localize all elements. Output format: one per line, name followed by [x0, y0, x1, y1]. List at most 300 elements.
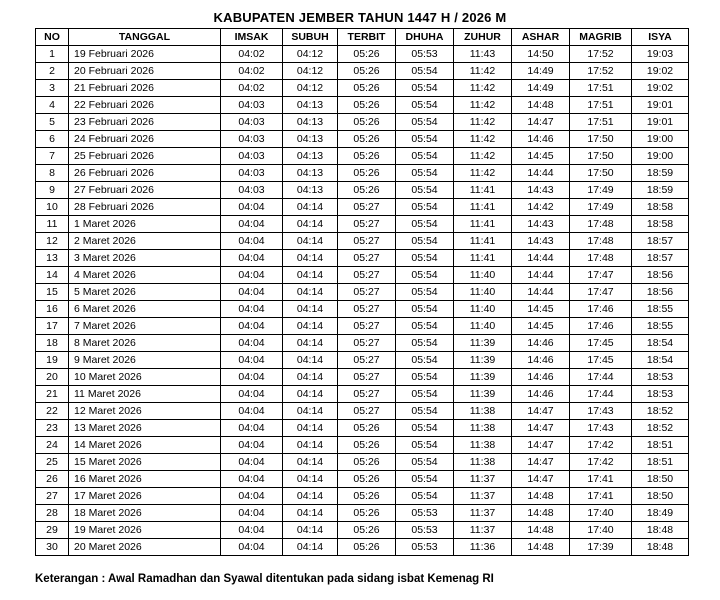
cell-dhuha: 05:54: [396, 131, 454, 148]
cell-dhuha: 05:54: [396, 369, 454, 386]
cell-zuhur: 11:42: [454, 131, 512, 148]
cell-ashar: 14:46: [512, 131, 570, 148]
cell-date: 25 Februari 2026: [69, 148, 221, 165]
cell-imsak: 04:04: [221, 471, 283, 488]
table-row: [36, 284, 689, 301]
cell-date: 24 Februari 2026: [69, 131, 221, 148]
cell-subuh: 04:14: [283, 267, 338, 284]
cell-isya: 18:49: [632, 505, 689, 522]
cell-isya: 18:55: [632, 318, 689, 335]
cell-ashar: 14:45: [512, 148, 570, 165]
cell-date: 2 Maret 2026: [69, 233, 221, 250]
cell-imsak: 04:04: [221, 335, 283, 352]
cell-zuhur: 11:38: [454, 420, 512, 437]
cell-date: 9 Maret 2026: [69, 352, 221, 369]
cell-dhuha: 05:54: [396, 318, 454, 335]
cell-no: 10: [36, 199, 69, 216]
table-row: [36, 437, 689, 454]
cell-magrib: 17:39: [570, 539, 632, 556]
cell-date: 10 Maret 2026: [69, 369, 221, 386]
cell-imsak: 04:04: [221, 403, 283, 420]
cell-dhuha: 05:54: [396, 80, 454, 97]
cell-date: 27 Februari 2026: [69, 182, 221, 199]
cell-dhuha: 05:54: [396, 165, 454, 182]
header-ashar: ASHAR: [512, 29, 570, 46]
cell-magrib: 17:42: [570, 437, 632, 454]
cell-terbit: 05:27: [338, 233, 396, 250]
cell-magrib: 17:51: [570, 114, 632, 131]
cell-subuh: 04:14: [283, 488, 338, 505]
cell-date: 5 Maret 2026: [69, 284, 221, 301]
cell-magrib: 17:47: [570, 267, 632, 284]
footnote: Keterangan : Awal Ramadhan dan Syawal ditentukan pada sidang isbat Kemenag RI: [35, 573, 494, 585]
cell-ashar: 14:44: [512, 267, 570, 284]
cell-imsak: 04:02: [221, 46, 283, 63]
cell-no: 30: [36, 539, 69, 556]
cell-no: 19: [36, 352, 69, 369]
table-row: [36, 318, 689, 335]
cell-no: 12: [36, 233, 69, 250]
cell-subuh: 04:14: [283, 420, 338, 437]
cell-magrib: 17:52: [570, 63, 632, 80]
cell-imsak: 04:03: [221, 148, 283, 165]
cell-ashar: 14:47: [512, 114, 570, 131]
cell-terbit: 05:26: [338, 182, 396, 199]
table-row: [36, 199, 689, 216]
prayer-schedule-table: [35, 28, 689, 556]
cell-zuhur: 11:38: [454, 437, 512, 454]
cell-magrib: 17:49: [570, 182, 632, 199]
cell-dhuha: 05:54: [396, 233, 454, 250]
cell-zuhur: 11:42: [454, 148, 512, 165]
cell-dhuha: 05:54: [396, 199, 454, 216]
cell-dhuha: 05:54: [396, 437, 454, 454]
table-row: [36, 114, 689, 131]
cell-subuh: 04:14: [283, 318, 338, 335]
cell-no: 5: [36, 114, 69, 131]
cell-date: 19 Februari 2026: [69, 46, 221, 63]
cell-date: 7 Maret 2026: [69, 318, 221, 335]
cell-subuh: 04:13: [283, 131, 338, 148]
header-magrib: MAGRIB: [570, 29, 632, 46]
cell-isya: 19:02: [632, 80, 689, 97]
table-row: [36, 420, 689, 437]
cell-date: 23 Februari 2026: [69, 114, 221, 131]
header-subuh: SUBUH: [283, 29, 338, 46]
cell-subuh: 04:14: [283, 352, 338, 369]
cell-magrib: 17:43: [570, 420, 632, 437]
cell-terbit: 05:26: [338, 114, 396, 131]
cell-date: 8 Maret 2026: [69, 335, 221, 352]
cell-magrib: 17:47: [570, 284, 632, 301]
cell-zuhur: 11:42: [454, 97, 512, 114]
cell-imsak: 04:03: [221, 182, 283, 199]
table-row: [36, 233, 689, 250]
table-body: [36, 46, 689, 556]
cell-zuhur: 11:37: [454, 522, 512, 539]
cell-date: 22 Februari 2026: [69, 97, 221, 114]
cell-isya: 18:57: [632, 233, 689, 250]
cell-no: 24: [36, 437, 69, 454]
cell-no: 18: [36, 335, 69, 352]
cell-zuhur: 11:41: [454, 250, 512, 267]
cell-subuh: 04:14: [283, 199, 338, 216]
table-row: [36, 386, 689, 403]
cell-date: 11 Maret 2026: [69, 386, 221, 403]
cell-zuhur: 11:40: [454, 318, 512, 335]
cell-no: 15: [36, 284, 69, 301]
cell-magrib: 17:41: [570, 471, 632, 488]
cell-ashar: 14:45: [512, 301, 570, 318]
cell-zuhur: 11:41: [454, 233, 512, 250]
cell-no: 3: [36, 80, 69, 97]
cell-isya: 18:54: [632, 352, 689, 369]
cell-date: 3 Maret 2026: [69, 250, 221, 267]
table-row: [36, 488, 689, 505]
table-row: [36, 505, 689, 522]
cell-magrib: 17:45: [570, 335, 632, 352]
cell-ashar: 14:50: [512, 46, 570, 63]
cell-isya: 19:01: [632, 97, 689, 114]
cell-magrib: 17:43: [570, 403, 632, 420]
cell-subuh: 04:12: [283, 46, 338, 63]
cell-no: 9: [36, 182, 69, 199]
table-row: [36, 267, 689, 284]
cell-imsak: 04:04: [221, 284, 283, 301]
cell-terbit: 05:26: [338, 165, 396, 182]
cell-magrib: 17:49: [570, 199, 632, 216]
cell-imsak: 04:02: [221, 63, 283, 80]
cell-imsak: 04:04: [221, 267, 283, 284]
cell-isya: 19:03: [632, 46, 689, 63]
header-zuhur: ZUHUR: [454, 29, 512, 46]
cell-terbit: 05:26: [338, 97, 396, 114]
cell-dhuha: 05:54: [396, 403, 454, 420]
cell-date: 15 Maret 2026: [69, 454, 221, 471]
cell-dhuha: 05:54: [396, 454, 454, 471]
cell-ashar: 14:49: [512, 63, 570, 80]
cell-terbit: 05:26: [338, 522, 396, 539]
cell-subuh: 04:14: [283, 335, 338, 352]
cell-zuhur: 11:37: [454, 488, 512, 505]
cell-ashar: 14:48: [512, 488, 570, 505]
cell-isya: 18:58: [632, 216, 689, 233]
cell-no: 14: [36, 267, 69, 284]
cell-dhuha: 05:53: [396, 46, 454, 63]
cell-magrib: 17:40: [570, 522, 632, 539]
cell-no: 21: [36, 386, 69, 403]
cell-subuh: 04:14: [283, 522, 338, 539]
cell-date: 19 Maret 2026: [69, 522, 221, 539]
cell-ashar: 14:46: [512, 335, 570, 352]
cell-subuh: 04:14: [283, 301, 338, 318]
cell-zuhur: 11:39: [454, 386, 512, 403]
cell-ashar: 14:44: [512, 284, 570, 301]
cell-terbit: 05:27: [338, 199, 396, 216]
cell-date: 13 Maret 2026: [69, 420, 221, 437]
cell-terbit: 05:26: [338, 63, 396, 80]
table-row: [36, 165, 689, 182]
cell-isya: 18:54: [632, 335, 689, 352]
header-tanggal: TANGGAL: [69, 29, 221, 46]
cell-subuh: 04:12: [283, 63, 338, 80]
cell-imsak: 04:04: [221, 522, 283, 539]
cell-date: 18 Maret 2026: [69, 505, 221, 522]
cell-date: 20 Februari 2026: [69, 63, 221, 80]
cell-zuhur: 11:43: [454, 46, 512, 63]
cell-isya: 18:55: [632, 301, 689, 318]
cell-dhuha: 05:53: [396, 522, 454, 539]
cell-terbit: 05:27: [338, 352, 396, 369]
cell-date: 12 Maret 2026: [69, 403, 221, 420]
cell-isya: 18:56: [632, 267, 689, 284]
cell-subuh: 04:14: [283, 233, 338, 250]
cell-isya: 18:59: [632, 165, 689, 182]
cell-magrib: 17:48: [570, 233, 632, 250]
cell-no: 22: [36, 403, 69, 420]
cell-terbit: 05:26: [338, 148, 396, 165]
cell-zuhur: 11:40: [454, 301, 512, 318]
cell-terbit: 05:26: [338, 80, 396, 97]
table-row: [36, 63, 689, 80]
cell-date: 4 Maret 2026: [69, 267, 221, 284]
header-terbit: TERBIT: [338, 29, 396, 46]
cell-subuh: 04:14: [283, 369, 338, 386]
cell-subuh: 04:13: [283, 165, 338, 182]
cell-magrib: 17:46: [570, 301, 632, 318]
cell-terbit: 05:27: [338, 403, 396, 420]
header-imsak: IMSAK: [221, 29, 283, 46]
cell-dhuha: 05:54: [396, 216, 454, 233]
cell-magrib: 17:44: [570, 386, 632, 403]
cell-subuh: 04:14: [283, 437, 338, 454]
cell-no: 6: [36, 131, 69, 148]
table-row: [36, 131, 689, 148]
cell-imsak: 04:04: [221, 437, 283, 454]
cell-isya: 18:48: [632, 522, 689, 539]
cell-subuh: 04:13: [283, 114, 338, 131]
cell-dhuha: 05:54: [396, 471, 454, 488]
cell-date: 14 Maret 2026: [69, 437, 221, 454]
cell-ashar: 14:45: [512, 318, 570, 335]
cell-no: 13: [36, 250, 69, 267]
cell-zuhur: 11:42: [454, 63, 512, 80]
cell-terbit: 05:27: [338, 284, 396, 301]
table-row: [36, 522, 689, 539]
cell-dhuha: 05:54: [396, 148, 454, 165]
cell-isya: 19:00: [632, 148, 689, 165]
table-row: [36, 182, 689, 199]
cell-no: 1: [36, 46, 69, 63]
cell-zuhur: 11:40: [454, 267, 512, 284]
cell-date: 28 Februari 2026: [69, 199, 221, 216]
cell-dhuha: 05:54: [396, 420, 454, 437]
cell-terbit: 05:27: [338, 369, 396, 386]
cell-zuhur: 11:39: [454, 352, 512, 369]
cell-terbit: 05:27: [338, 386, 396, 403]
cell-no: 8: [36, 165, 69, 182]
cell-subuh: 04:13: [283, 182, 338, 199]
cell-imsak: 04:04: [221, 454, 283, 471]
cell-imsak: 04:04: [221, 369, 283, 386]
cell-terbit: 05:26: [338, 420, 396, 437]
cell-terbit: 05:26: [338, 46, 396, 63]
table-row: [36, 80, 689, 97]
cell-dhuha: 05:54: [396, 114, 454, 131]
cell-ashar: 14:43: [512, 233, 570, 250]
cell-subuh: 04:14: [283, 216, 338, 233]
cell-no: 29: [36, 522, 69, 539]
table-row: [36, 97, 689, 114]
cell-isya: 18:53: [632, 386, 689, 403]
cell-subuh: 04:14: [283, 454, 338, 471]
cell-magrib: 17:51: [570, 80, 632, 97]
cell-subuh: 04:12: [283, 80, 338, 97]
cell-imsak: 04:03: [221, 131, 283, 148]
cell-imsak: 04:02: [221, 80, 283, 97]
cell-terbit: 05:26: [338, 505, 396, 522]
cell-ashar: 14:43: [512, 216, 570, 233]
cell-isya: 18:59: [632, 182, 689, 199]
cell-terbit: 05:27: [338, 250, 396, 267]
cell-dhuha: 05:54: [396, 182, 454, 199]
cell-subuh: 04:14: [283, 403, 338, 420]
cell-ashar: 14:47: [512, 420, 570, 437]
cell-ashar: 14:48: [512, 505, 570, 522]
cell-dhuha: 05:54: [396, 284, 454, 301]
cell-magrib: 17:50: [570, 131, 632, 148]
cell-isya: 18:56: [632, 284, 689, 301]
cell-no: 20: [36, 369, 69, 386]
table-row: [36, 335, 689, 352]
cell-terbit: 05:27: [338, 216, 396, 233]
cell-isya: 18:51: [632, 454, 689, 471]
cell-isya: 18:52: [632, 403, 689, 420]
table-row: [36, 148, 689, 165]
cell-zuhur: 11:40: [454, 284, 512, 301]
cell-zuhur: 11:41: [454, 199, 512, 216]
cell-ashar: 14:42: [512, 199, 570, 216]
cell-imsak: 04:04: [221, 233, 283, 250]
cell-ashar: 14:47: [512, 471, 570, 488]
cell-no: 11: [36, 216, 69, 233]
cell-magrib: 17:42: [570, 454, 632, 471]
document-title: KABUPATEN JEMBER TAHUN 1447 H / 2026 M: [213, 10, 507, 25]
cell-zuhur: 11:37: [454, 471, 512, 488]
cell-terbit: 05:26: [338, 539, 396, 556]
cell-imsak: 04:04: [221, 301, 283, 318]
cell-ashar: 14:46: [512, 386, 570, 403]
cell-isya: 18:51: [632, 437, 689, 454]
cell-date: 21 Februari 2026: [69, 80, 221, 97]
cell-terbit: 05:26: [338, 471, 396, 488]
cell-no: 28: [36, 505, 69, 522]
cell-date: 17 Maret 2026: [69, 488, 221, 505]
cell-dhuha: 05:54: [396, 335, 454, 352]
cell-isya: 19:01: [632, 114, 689, 131]
cell-isya: 18:53: [632, 369, 689, 386]
cell-zuhur: 11:38: [454, 403, 512, 420]
cell-ashar: 14:44: [512, 250, 570, 267]
cell-subuh: 04:13: [283, 97, 338, 114]
cell-magrib: 17:45: [570, 352, 632, 369]
cell-terbit: 05:26: [338, 488, 396, 505]
cell-subuh: 04:13: [283, 148, 338, 165]
cell-imsak: 04:04: [221, 386, 283, 403]
cell-isya: 18:48: [632, 539, 689, 556]
cell-imsak: 04:04: [221, 216, 283, 233]
cell-ashar: 14:47: [512, 454, 570, 471]
cell-ashar: 14:46: [512, 352, 570, 369]
cell-zuhur: 11:41: [454, 182, 512, 199]
cell-terbit: 05:26: [338, 131, 396, 148]
cell-no: 27: [36, 488, 69, 505]
table-header-row: [36, 29, 689, 46]
cell-isya: 18:52: [632, 420, 689, 437]
cell-imsak: 04:04: [221, 505, 283, 522]
cell-magrib: 17:44: [570, 369, 632, 386]
cell-imsak: 04:04: [221, 199, 283, 216]
cell-zuhur: 11:42: [454, 114, 512, 131]
cell-magrib: 17:50: [570, 148, 632, 165]
header-dhuha: DHUHA: [396, 29, 454, 46]
cell-dhuha: 05:53: [396, 539, 454, 556]
cell-ashar: 14:47: [512, 437, 570, 454]
cell-zuhur: 11:42: [454, 165, 512, 182]
cell-ashar: 14:44: [512, 165, 570, 182]
cell-no: 4: [36, 97, 69, 114]
cell-isya: 18:50: [632, 488, 689, 505]
cell-dhuha: 05:54: [396, 352, 454, 369]
cell-dhuha: 05:54: [396, 301, 454, 318]
cell-magrib: 17:46: [570, 318, 632, 335]
cell-date: 20 Maret 2026: [69, 539, 221, 556]
cell-no: 2: [36, 63, 69, 80]
cell-isya: 18:57: [632, 250, 689, 267]
cell-dhuha: 05:54: [396, 97, 454, 114]
cell-no: 7: [36, 148, 69, 165]
cell-ashar: 14:47: [512, 403, 570, 420]
cell-isya: 18:58: [632, 199, 689, 216]
cell-zuhur: 11:39: [454, 369, 512, 386]
cell-date: 26 Februari 2026: [69, 165, 221, 182]
table-row: [36, 46, 689, 63]
cell-no: 23: [36, 420, 69, 437]
cell-isya: 19:02: [632, 63, 689, 80]
table-row: [36, 352, 689, 369]
cell-imsak: 04:04: [221, 420, 283, 437]
header-isya: ISYA: [632, 29, 689, 46]
cell-no: 17: [36, 318, 69, 335]
cell-subuh: 04:14: [283, 505, 338, 522]
cell-magrib: 17:52: [570, 46, 632, 63]
cell-subuh: 04:14: [283, 284, 338, 301]
cell-magrib: 17:48: [570, 216, 632, 233]
table-row: [36, 216, 689, 233]
cell-dhuha: 05:54: [396, 267, 454, 284]
cell-zuhur: 11:36: [454, 539, 512, 556]
cell-terbit: 05:27: [338, 267, 396, 284]
cell-magrib: 17:40: [570, 505, 632, 522]
cell-zuhur: 11:38: [454, 454, 512, 471]
table-row: [36, 369, 689, 386]
table-row: [36, 403, 689, 420]
cell-magrib: 17:50: [570, 165, 632, 182]
cell-subuh: 04:14: [283, 539, 338, 556]
cell-imsak: 04:04: [221, 539, 283, 556]
header-no: NO: [36, 29, 69, 46]
cell-terbit: 05:26: [338, 454, 396, 471]
